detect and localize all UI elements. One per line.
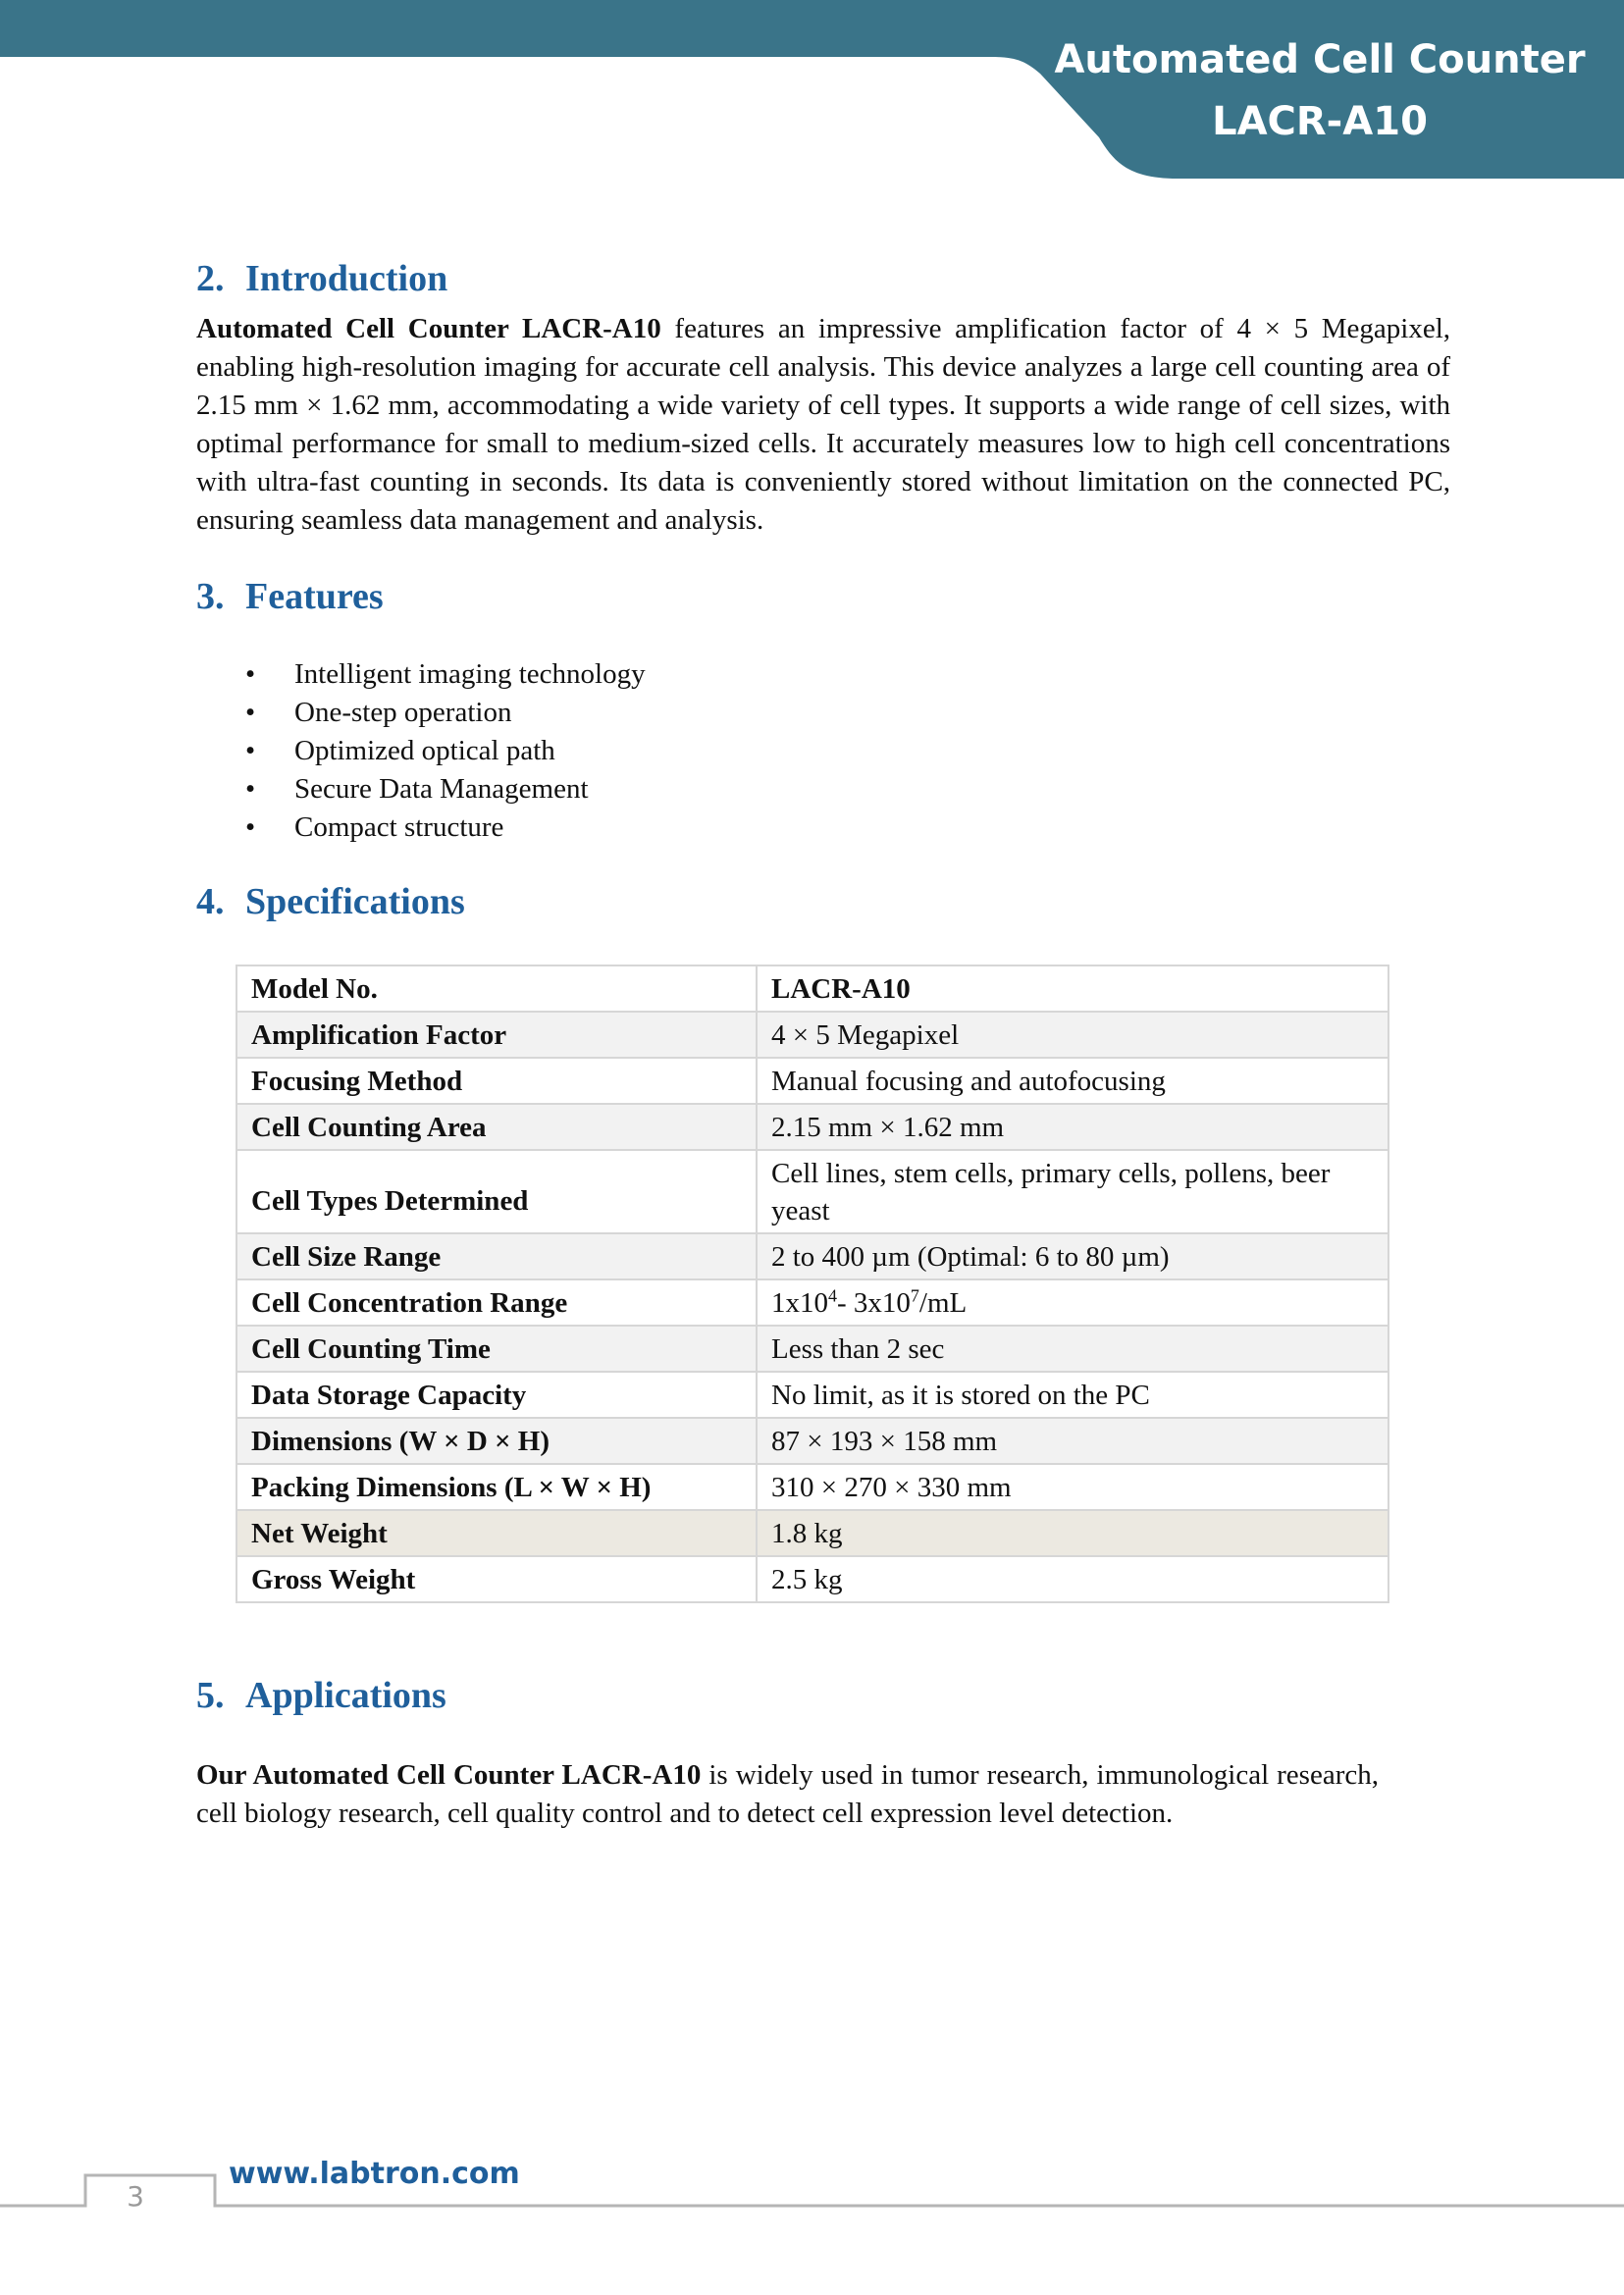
table-row: Net Weight 1.8 kg [236,1510,1388,1556]
table-row: Cell Concentration Range $1x10^4-$ $3x10^7/mL$ [236,1279,1388,1326]
introduction-heading: 2. Introduction [196,258,448,299]
table-row: Focusing Method Manual focusing and autofocusing [236,1058,1388,1104]
list-item: • Intelligent imaging technology [245,658,646,690]
specifications-heading: 4. Specifications [196,881,465,922]
list-item: • One-step operation [245,697,512,728]
list-item: • Optimized optical path [245,735,555,766]
table-row: Model No. LACR-A10 [236,965,1388,1012]
table-row: Packing Dimensions (L × W × H) 310 × 270 × 330 mm [236,1464,1388,1510]
table-row: Gross Weight 2.5 kg [236,1556,1388,1602]
applications-paragraph: Our Automated Cell Counter LACR-A10 is widely used in tumor research, immunological research, cell biology research, cell quality control and to detect cell expression level detection. [196,1759,1379,1829]
website-link[interactable]: www.labtron.com [229,2157,520,2191]
title-line-2: LACR-A10 [1212,99,1428,144]
features-heading: 3. Features [196,576,384,617]
table-row: Amplification Factor 4 × 5 Megapixel [236,1012,1388,1058]
table-row: Cell Counting Area 2.15 mm × 1.62 mm [236,1104,1388,1150]
list-item: • Compact structure [245,811,504,843]
introduction-paragraph: Automated Cell Counter LACR-A10 features an impressive amplification factor of 4 × 5 Megapixel, enabling high-resolution imaging for accurate cell analysis. This device analyzes a large cell counting area of 2.15 mm × 1.62 mm, accommodating a wide variety of cell types. It supports a wide range of cell sizes, with optimal performance for small to medium-sized cells. It accurately measures low to high cell concentrations with ultra-fast counting in seconds. Its data is conveniently stored without limitation on the connected PC, ensuring seamless data management and analysis. [196,313,1451,536]
table-row: Dimensions (W × D × H) 87 × 193 × 158 mm [236,1418,1388,1464]
title-line-1: Automated Cell Counter [1054,37,1586,82]
product-name: Automated Cell Counter LACR-A10 [196,313,661,344]
page-content [196,257,1450,1833]
page-number: 3 [127,2180,144,2213]
concentration-value: $1x10^4-$ $3x10^7/mL$ [757,1279,1388,1326]
table-row: Data Storage Capacity No limit, as it is stored on the PC [236,1372,1388,1418]
list-item: • Secure Data Management [245,773,589,805]
product-name: Our Automated Cell Counter LACR-A10 [196,1759,702,1791]
specifications-table [236,965,1389,1603]
table-row: Cell Counting Time Less than 2 sec [236,1326,1388,1372]
applications-heading: 5. Applications [196,1675,446,1716]
features-list [196,655,1450,847]
table-row: Cell Size Range 2 to 400 µm (Optimal: 6 to 80 µm) [236,1233,1388,1279]
table-row: Cell Types Determined Cell lines, stem cells, primary cells, pollens, beer yeast [236,1150,1388,1233]
document-title [1045,29,1595,153]
